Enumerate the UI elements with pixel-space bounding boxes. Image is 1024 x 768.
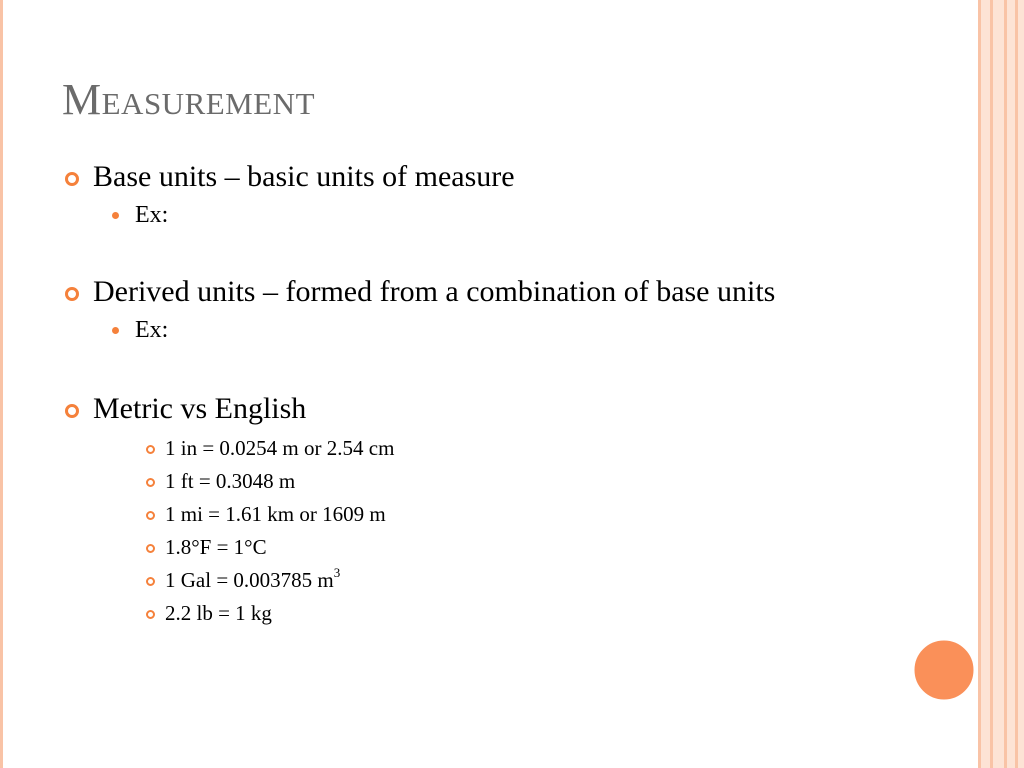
small-ring-bullet-icon <box>146 544 155 553</box>
conversion-text: 1 mi = 1.61 km or 1609 m <box>165 502 386 526</box>
right-stripe-4 <box>1015 0 1018 768</box>
bullet-text: Derived units – formed from a combination of base units <box>93 275 776 308</box>
conversion-item <box>62 468 922 495</box>
dot-bullet-icon <box>112 212 119 219</box>
conversion-item <box>62 600 922 627</box>
conversion-text: 2.2 lb = 1 kg <box>165 601 272 625</box>
conversion-item <box>62 534 922 561</box>
small-ring-bullet-icon <box>146 610 155 619</box>
conversion-text: 1 in = 0.0254 m or 2.54 cm <box>165 436 395 460</box>
left-border-stripe <box>0 0 3 768</box>
small-ring-bullet-icon <box>146 445 155 454</box>
bullet-text: Metric vs English <box>93 392 307 425</box>
bullet-metric-vs-english <box>62 390 922 427</box>
bullet-derived-units <box>62 273 922 310</box>
slide-content <box>62 158 922 627</box>
sub-bullet-example <box>62 200 922 230</box>
conversion-item <box>62 501 922 528</box>
bullet-text: Base units – basic units of measure <box>93 160 515 193</box>
bullet-base-units <box>62 158 922 195</box>
slide-title: Measurement <box>62 75 316 124</box>
accent-circle <box>913 639 975 701</box>
superscript-exponent: 3 <box>333 565 341 580</box>
conversion-item <box>62 435 922 462</box>
small-ring-bullet-icon <box>146 511 155 520</box>
conversion-item <box>62 567 922 594</box>
small-ring-bullet-icon <box>146 577 155 586</box>
spacer <box>62 230 922 273</box>
right-stripe-3 <box>1004 0 1007 768</box>
sub-bullet-example <box>62 315 922 345</box>
right-stripe-1 <box>978 0 981 768</box>
dot-bullet-icon <box>112 327 119 334</box>
conversion-text: 1.8°F = 1°C <box>165 535 267 559</box>
right-stripe-2 <box>990 0 993 768</box>
conversion-text: 1 ft = 0.3048 m <box>165 469 296 493</box>
spacer <box>62 345 922 390</box>
small-ring-bullet-icon <box>146 478 155 487</box>
ring-bullet-icon <box>65 404 79 418</box>
ring-bullet-icon <box>65 172 79 186</box>
sub-bullet-text: Ex: <box>135 317 169 343</box>
sub-bullet-text: Ex: <box>135 202 169 228</box>
ring-bullet-icon <box>65 287 79 301</box>
conversion-text: 1 Gal = 0.003785 m <box>165 568 334 592</box>
